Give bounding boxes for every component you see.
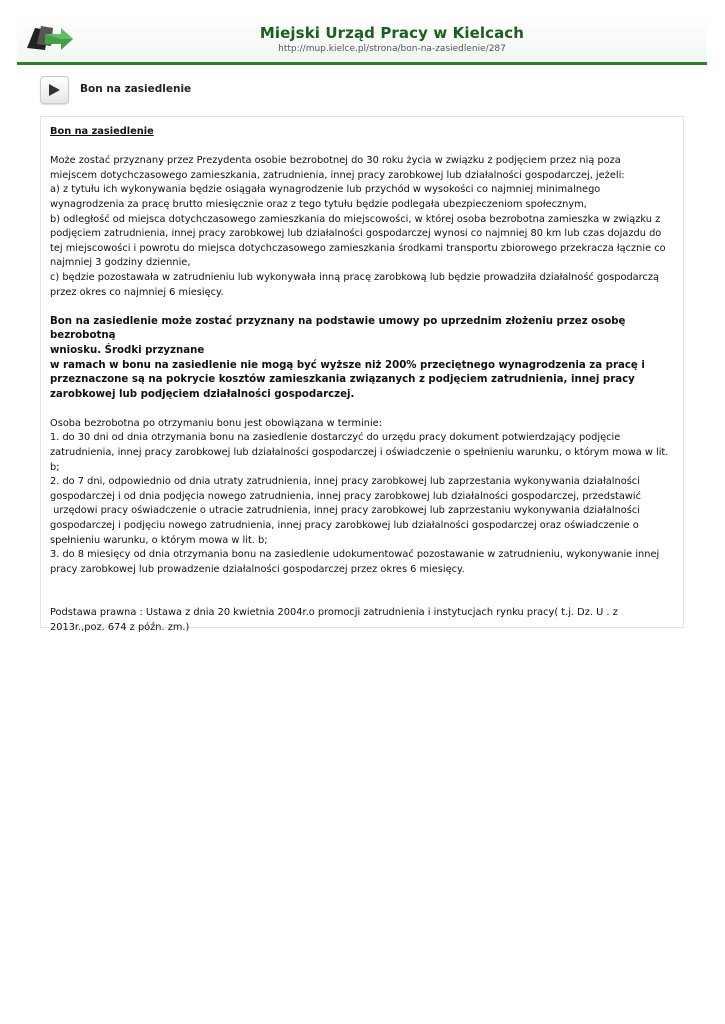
text-line: podjęciem zatrudnienia, innej pracy zarobkowej lub działalności gospodarczej wynosi co najmniej 80 km lub czas dojazdu do <box>50 228 662 240</box>
play-arrow-icon <box>49 84 60 96</box>
text-line: Może zostać przyznany przez Prezydenta osobie bezrobotnej do 30 roku życia w związku z podjęciem przez nią poza <box>50 155 621 167</box>
site-header <box>17 14 707 65</box>
text-line: pracy zarobkowej lub prowadzenie działalności gospodarczej przez okres 6 miesięcy. <box>50 563 465 575</box>
text-line: a) z tytułu ich wykonywania będzie osiągała wynagrodzenie lub przychód w wysokości co najmniej minimalnego <box>50 184 601 196</box>
text-line: najmniej 3 godziny dziennie, <box>50 257 191 269</box>
article-content <box>40 116 684 633</box>
text-line: 2013r.,poz. 674 z późn. zm.) <box>50 622 190 633</box>
text-line: Podstawa prawna : Ustawa z dnia 20 kwietnia 2004r.o promocji zatrudnienia i instytucjach rynku pracy( t.j. Dz. U . z <box>50 607 618 619</box>
page-url[interactable]: http://mup.kielce.pl/strona/bon-na-zasiedlenie/287 <box>278 44 506 54</box>
section-toggle-button[interactable] <box>40 76 69 104</box>
legal-basis-paragraph <box>50 606 674 635</box>
text-line: c) będzie pozostawała w zatrudnieniu lub wykonywała inną pracę zarobkową lub będzie prowadziła działalność gospodarczą <box>50 271 660 283</box>
text-line: wniosku. Środki przyznane <box>50 344 205 356</box>
text-line: b; <box>50 461 60 473</box>
text-line: gospodarczej i od dnia podjęcia nowego zatrudnienia, innej pracy zarobkowej lub działalności gospodarczej, przedstawić <box>50 490 642 502</box>
text-line: 2. do 7 dni, odpowiednio od dnia utraty zatrudnienia, innej pracy zarobkowej lub zaprzestania wykonywania działalności <box>50 476 640 488</box>
article-title: Bon na zasiedlenie <box>50 126 154 137</box>
section-heading <box>40 76 680 104</box>
bold-paragraph <box>50 315 674 403</box>
text-line: zarobkowej lub podjęciem działalności gospodarczej. <box>50 388 355 400</box>
text-line: wynagrodzenia za pracę brutto miesięcznie oraz z tego tytułu będzie podlegała ubezpieczeniom społecznym, <box>50 198 587 210</box>
intro-paragraph <box>50 154 674 300</box>
text-line: b) odległość od miejsca dotychczasowego zamieszkania do miejscowości, w której osoba bezrobotna zamieszka w związku z <box>50 213 661 225</box>
text-line: spełnieniu warunku, o którym mowa w lit. b; <box>50 534 268 546</box>
text-line: 1. do 30 dni od dnia otrzymania bonu na zasiedlenie dostarczyć do urzędu pracy dokument potwierdzający podjęcie <box>50 432 621 444</box>
site-title: Miejski Urząd Pracy w Kielcach <box>259 24 525 42</box>
text-line: zatrudnienia, innej pracy zarobkowej lub działalności gospodarczej i oświadczenie o spełnieniu warunku, o którym mowa w lit. <box>50 447 669 459</box>
text-line: gospodarczej i podjęciu nowego zatrudnienia, innej pracy zarobkowej lub działalności gospodarczej oraz oświadczenie o <box>50 520 639 532</box>
text-line: przeznaczone są na pokrycie kosztów zamieszkania związanych z podjęciem zatrudnienia, innej pracy <box>50 374 635 386</box>
text-line: urzędowi pracy oświadczenie o utracie zatrudnienia, innej pracy zarobkowej lub zaprzestaniu wykonywania działalności <box>50 505 640 517</box>
obligations-paragraph <box>50 417 674 578</box>
text-line: w ramach w bonu na zasiedlenie nie mogą być wyższe niż 200% przeciętnego wynagrodzenia za pracę i <box>50 359 645 371</box>
text-line: Bon na zasiedlenie może zostać przyznany na podstawie umowy po uprzednim złożeniu przez osobę bezrobotną <box>50 315 626 342</box>
section-title: Bon na zasiedlenie <box>80 83 192 95</box>
text-line: tej miejscowości i powrotu do miejsca dotychczasowego zamieszkania środkami transportu zbiorowego przekracza łącznie co <box>50 242 666 254</box>
text-line: Osoba bezrobotna po otrzymaniu bonu jest obowiązana w terminie: <box>50 417 382 429</box>
mup-logo-icon[interactable] <box>25 22 75 54</box>
text-line: miejscem dotychczasowego zamieszkania, zatrudnienia, innej pracy zarobkowej lub działalności gospodarczej, jeżeli: <box>50 169 625 181</box>
text-line: przez okres co najmniej 6 miesięcy. <box>50 286 224 298</box>
text-line: 3. do 8 miesięcy od dnia otrzymania bonu na zasiedlenie udokumentować pozostawanie w zatrudnieniu, wykonywanie innej <box>50 549 660 561</box>
